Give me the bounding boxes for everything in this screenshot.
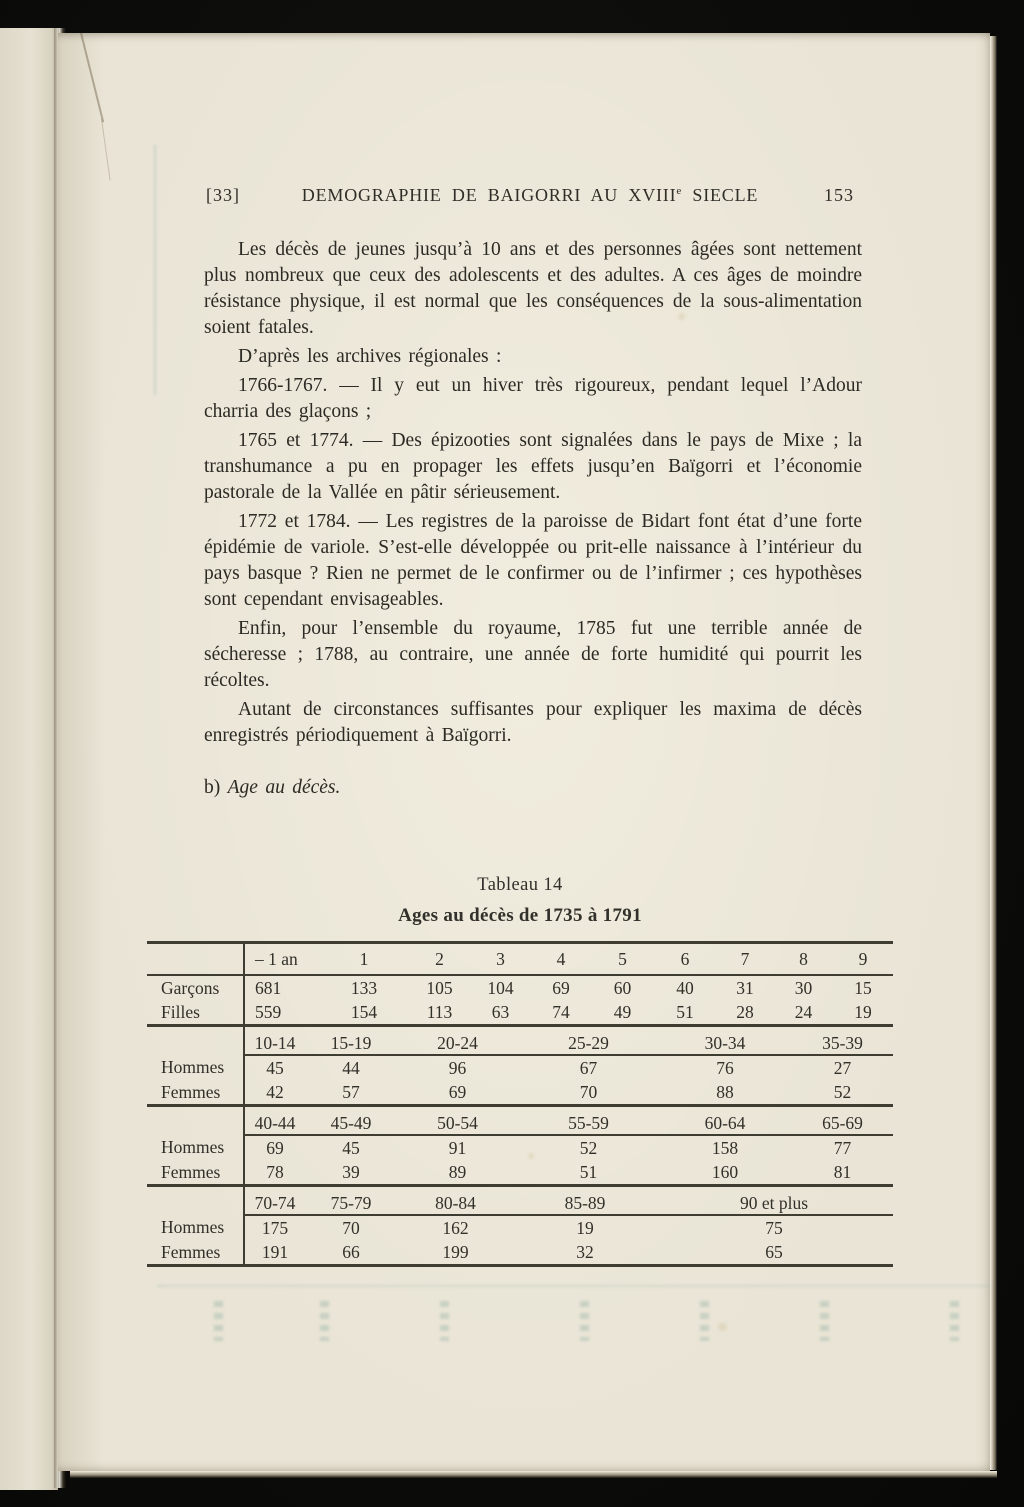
- column-header-cell: 90 et plus: [655, 1193, 893, 1215]
- column-header-cell: 70-74: [244, 1193, 306, 1215]
- table-row: [147, 975, 893, 1000]
- section-heading: [204, 775, 862, 801]
- table-row: [147, 1160, 893, 1186]
- value-cell: 60: [613, 977, 632, 998]
- value-cell: 45: [342, 1137, 360, 1158]
- value-cell: 32: [515, 1240, 655, 1266]
- section-title: Age au décès.: [227, 777, 341, 798]
- showthrough-mark: [158, 1285, 994, 1287]
- value-cell: 133: [350, 977, 378, 998]
- table-caption: Tableau 14: [477, 875, 563, 895]
- column-header-cell: 9: [833, 943, 893, 976]
- value-cell: 105: [426, 977, 453, 998]
- value-cell: 681: [255, 977, 282, 998]
- row-label: Hommes: [161, 1057, 225, 1077]
- page-stack-edge: [990, 36, 997, 1470]
- age-table-block: [147, 1113, 893, 1187]
- table-row: [147, 1215, 893, 1240]
- value-cell: 75: [765, 1217, 783, 1238]
- column-header-cell: 55-59: [519, 1113, 658, 1135]
- value-cell: 162: [442, 1217, 469, 1238]
- book-page: [58, 33, 990, 1471]
- column-header-cell: 65-69: [792, 1113, 893, 1135]
- table-row: [147, 1080, 893, 1106]
- value-cell: 154: [319, 1000, 409, 1026]
- showthrough-mark: [440, 1301, 449, 1341]
- value-cell: 66: [306, 1240, 396, 1266]
- body-text: [204, 237, 862, 801]
- row-label: Femmes: [147, 1240, 244, 1266]
- facing-page-edge: [0, 28, 58, 1490]
- row-label: Femmes: [147, 1080, 244, 1106]
- value-cell: 52: [579, 1137, 598, 1158]
- value-cell: 91: [448, 1137, 467, 1158]
- value-cell: 191: [244, 1240, 306, 1266]
- showthrough-mark: [154, 145, 156, 395]
- age-table-block: [147, 1193, 893, 1267]
- column-header-cell: 1: [319, 943, 409, 976]
- showthrough-mark: [950, 1301, 959, 1341]
- table-title: Ages au décès de 1735 à 1791: [398, 905, 642, 926]
- value-cell: 74: [531, 1000, 591, 1026]
- value-cell: 49: [591, 1000, 654, 1026]
- column-header-cell: 45-49: [306, 1113, 396, 1135]
- paper-crack: [101, 119, 111, 181]
- value-cell: 78: [244, 1160, 306, 1186]
- value-cell: 158: [711, 1137, 739, 1158]
- age-table-block: [147, 941, 893, 1027]
- showthrough-mark: [580, 1301, 589, 1341]
- row-label-spacer: [147, 943, 244, 976]
- value-cell: 19: [833, 1000, 893, 1026]
- column-header-cell: 2: [409, 943, 470, 976]
- showthrough-mark: [700, 1301, 709, 1341]
- page-header: [206, 185, 854, 206]
- section-letter: b): [204, 777, 228, 798]
- value-cell: 88: [658, 1080, 792, 1106]
- row-label-spacer: [147, 1113, 244, 1135]
- column-header-cell: 10-14: [244, 1033, 306, 1055]
- value-cell: 77: [833, 1137, 852, 1158]
- value-cell: 19: [576, 1217, 594, 1238]
- paragraph: 1772 et 1784. — Les registres de la paroisse de Bidart font état d’une forte épidémie de variole. S’est-elle développée ou prit-elle naissance à l’intérieur du pays basque ? Rien ne permet de le confirmer ou de l’infirmer ; ces hypothèses sont cependant envisageables.: [204, 511, 862, 610]
- column-header-cell: 3: [470, 943, 531, 976]
- value-cell: 27: [833, 1057, 852, 1078]
- row-label: Hommes: [161, 1137, 225, 1157]
- ordinal-superscript: e: [676, 185, 683, 197]
- paragraph: Autant de circonstances suffisantes pour expliquer les maxima de décès enregistrés périodiquement à Baïgorri.: [204, 699, 862, 746]
- paragraph: Les décès de jeunes jusqu’à 10 ans et des personnes âgées sont nettement plus nombreux que ceux des adolescents et des adultes. A ces âges de moindre résistance physique, il est normal que les conséquences de la sous-alimentation soient fatales.: [204, 239, 862, 338]
- mortality-table: [147, 941, 893, 1267]
- showthrough-mark: [320, 1301, 329, 1341]
- value-cell: 69: [552, 977, 570, 998]
- column-header-cell: 7: [716, 943, 774, 976]
- value-cell: 28: [716, 1000, 774, 1026]
- showthrough-mark: [214, 1301, 223, 1341]
- value-cell: 175: [261, 1217, 289, 1238]
- column-header-cell: 35-39: [792, 1033, 893, 1055]
- value-cell: 51: [519, 1160, 658, 1186]
- table-row: [147, 1135, 893, 1160]
- column-header-cell: 8: [774, 943, 833, 976]
- value-cell: 559: [244, 1000, 319, 1026]
- showthrough-mark: [820, 1301, 829, 1341]
- column-header-cell: 6: [654, 943, 716, 976]
- column-header-cell: – 1 an: [244, 943, 319, 976]
- value-cell: 89: [396, 1160, 519, 1186]
- value-cell: 70: [342, 1217, 360, 1238]
- column-header-cell: 15-19: [306, 1033, 396, 1055]
- column-header-cell: 75-79: [306, 1193, 396, 1215]
- value-cell: 24: [774, 1000, 833, 1026]
- value-cell: 199: [396, 1240, 515, 1266]
- row-label: Femmes: [147, 1160, 244, 1186]
- column-header-cell: 85-89: [515, 1193, 655, 1215]
- value-cell: 69: [396, 1080, 519, 1106]
- value-cell: 67: [579, 1057, 598, 1078]
- age-table-block: [147, 1033, 893, 1107]
- paragraph: D’après les archives régionales :: [238, 346, 502, 367]
- row-label: Filles: [147, 1000, 244, 1026]
- value-cell: 57: [306, 1080, 396, 1106]
- value-cell: 160: [658, 1160, 792, 1186]
- running-title-text: DEMOGRAPHIE DE BAIGORRI AU XVIII: [301, 185, 677, 205]
- foxing-spot: [718, 1323, 727, 1331]
- value-cell: 15: [854, 977, 872, 998]
- table-row: [147, 1240, 893, 1266]
- running-title: [276, 185, 784, 206]
- row-label: Garçons: [161, 977, 220, 998]
- paragraph: 1766-1767. — Il y eut un hiver très rigoureux, pendant lequel l’Adour charria des glaçons ;: [204, 375, 862, 422]
- row-label-spacer: [147, 1193, 244, 1215]
- column-header-cell: 50-54: [396, 1113, 519, 1135]
- value-cell: 65: [655, 1240, 893, 1266]
- value-cell: 44: [342, 1057, 360, 1078]
- table-row: [147, 1000, 893, 1026]
- column-header-cell: 30-34: [658, 1033, 792, 1055]
- column-header-cell: 25-29: [519, 1033, 658, 1055]
- page-number: 153: [824, 185, 854, 205]
- column-header-cell: 5: [591, 943, 654, 976]
- article-reference: [33]: [206, 185, 240, 205]
- row-label-spacer: [147, 1033, 244, 1055]
- paragraph: 1765 et 1774. — Des épizooties sont signalées dans le pays de Mixe ; la transhumance a pu en propager les effets jusqu’en Baïgorri et l’économie pastorale de la Vallée en pâtir sérieusement.: [204, 430, 862, 503]
- value-cell: 31: [736, 977, 754, 998]
- value-cell: 42: [244, 1080, 306, 1106]
- value-cell: 104: [487, 977, 514, 998]
- table-row: [147, 1055, 893, 1080]
- value-cell: 39: [306, 1160, 396, 1186]
- value-cell: 76: [716, 1057, 734, 1078]
- column-header-cell: 80-84: [396, 1193, 515, 1215]
- page-stack-edge: [70, 1471, 997, 1478]
- column-header-cell: 4: [531, 943, 591, 976]
- paragraph: Enfin, pour l’ensemble du royaume, 1785 fut une terrible année de sécheresse ; 1788, au contraire, une année de forte humidité qui pourrit les récoltes.: [204, 618, 862, 691]
- row-label: Hommes: [161, 1217, 225, 1237]
- column-header-cell: 20-24: [396, 1033, 519, 1055]
- table-vertical-rule: [243, 941, 245, 1267]
- value-cell: 30: [794, 977, 813, 998]
- value-cell: 81: [792, 1160, 893, 1186]
- value-cell: 51: [654, 1000, 716, 1026]
- value-cell: 70: [519, 1080, 658, 1106]
- value-cell: 96: [448, 1057, 467, 1078]
- table-section: [147, 875, 893, 1267]
- value-cell: 45: [266, 1057, 284, 1078]
- value-cell: 63: [470, 1000, 531, 1026]
- column-header-cell: 60-64: [658, 1113, 792, 1135]
- paper-crack: [80, 33, 104, 123]
- running-title-text: SIECLE: [682, 185, 759, 205]
- value-cell: 40: [676, 977, 694, 998]
- value-cell: 52: [792, 1080, 893, 1106]
- value-cell: 69: [266, 1137, 284, 1158]
- column-header-cell: 40-44: [244, 1113, 306, 1135]
- value-cell: 113: [409, 1000, 470, 1026]
